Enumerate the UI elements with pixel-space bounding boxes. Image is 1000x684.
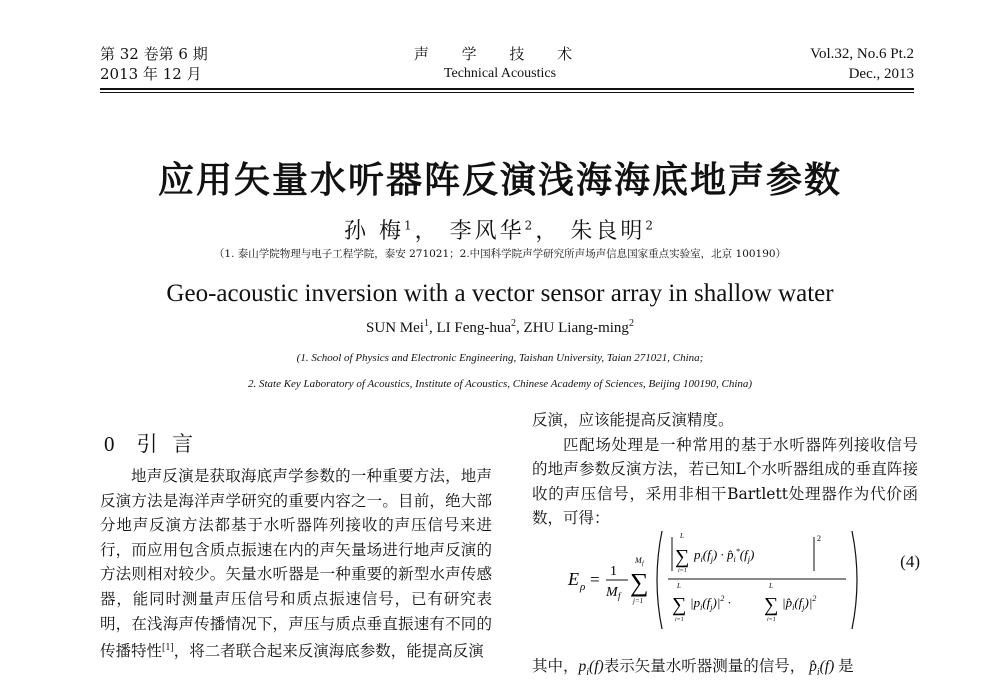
header-rule-thin: [100, 92, 914, 93]
author-cn-2: 李风华: [449, 219, 525, 244]
eq-outer-sum: ∑: [630, 568, 649, 597]
date-cn: 2013 年 12 月: [100, 65, 202, 83]
right-column: [532, 408, 918, 531]
header-rule-thick: [100, 88, 914, 90]
eq-num-sum-top: L: [680, 532, 684, 540]
eq-outer-sum-top: M: [635, 556, 642, 565]
section-title: 引 言: [136, 432, 198, 456]
eq-outer-sum-top-sub: f: [642, 561, 644, 567]
section-heading: [104, 428, 197, 458]
intro-text-a: 地声反演是获取海底声学参数的一种重要方法，地声反演方法是海洋声学研究的重要内容之一。目前，绝大部分地声反演方法都基于水听器阵列接收的声压信号来进行，而应用包含质点振速在内的声矢量场进行地声反演的方法则相对较少。矢量水听器是一种重要的新型水声传感器，能同时测量声压信号和质点振速信号，已有研究表明，在浅海声传播情况下，声压与质点垂直振速有不同的传播特性: [100, 467, 492, 661]
eq-outer-sum-bot: j=1: [633, 597, 644, 605]
author-en-2: LI Feng-hua: [436, 320, 512, 336]
equation-number: (4): [900, 552, 920, 571]
left-column: [100, 464, 492, 664]
eq-num-sum: ∑: [675, 546, 690, 568]
author-cn-3: 朱良明: [570, 219, 646, 244]
volume-cn: 第 32 卷第 6 期: [100, 45, 208, 63]
eq-den-sum2-bot: i=1: [767, 617, 776, 623]
continuation-line: 反演，应该能提高反演精度。: [532, 411, 734, 429]
author-en-3-affil: 2: [628, 318, 634, 329]
eq-equals: =: [590, 570, 600, 589]
eq-den-term2: $|p̂_i(f_j)|^2$: [782, 594, 817, 612]
eq-num-square: 2: [817, 534, 821, 543]
mfp-paragraph: 匹配场处理是一种常用的基于水听器阵列接收信号的地声参数反演方法，若已知L个水听器组成的垂直阵接收的声压信号，采用非相干Bartlett处理器作为代价函数，可得：: [532, 435, 918, 528]
authors-en: [0, 318, 1000, 337]
bottom-text-b: 表示矢量水听器测量的信号，: [603, 657, 806, 675]
eq-frac-den: M: [606, 585, 618, 600]
author-sep: ,: [428, 320, 437, 336]
author-sep: ，: [414, 219, 440, 244]
bottom-text-c: 是: [838, 657, 854, 675]
eq-lhs-sub: ρ: [580, 581, 586, 593]
eq-frac-num: 1: [610, 564, 617, 579]
eq-den-sum2-top: L: [769, 582, 773, 590]
author-cn-2-affil: 2: [524, 218, 536, 233]
intro-text-b: ，将二者联合起来反演海底参数，能提高反演: [173, 642, 484, 661]
eq-den-sum1-bot: i=1: [675, 617, 684, 623]
author-en-2-affil: 2: [511, 318, 517, 329]
eq-num-sum-bot: i=1: [678, 568, 687, 574]
journal-name-cn: 声 学 技 术: [413, 45, 587, 63]
eq-den-sum2: ∑: [764, 594, 779, 616]
equation-4: [534, 525, 920, 635]
author-sep: ,: [516, 320, 524, 336]
eq-den-term1: $|p_i(f_j)|^2$ ·: [690, 594, 731, 612]
section-number: 0: [104, 432, 119, 456]
author-en-1-affil: 1: [423, 318, 429, 329]
eq-left-paren: [657, 531, 662, 629]
author-cn-1-affil: 1: [404, 218, 415, 233]
author-en-3: ZHU Liang-ming: [523, 320, 629, 336]
eq-right-paren: [852, 531, 857, 629]
citation-ref[interactable]: [1]: [162, 642, 174, 654]
symbol-p-i: $p_i(f)$: [578, 658, 604, 679]
author-sep: ，: [535, 219, 561, 244]
journal-name-en: Technical Acoustics: [443, 66, 557, 81]
eq-den-sum1: ∑: [672, 594, 687, 616]
eq-lhs: E: [568, 569, 579, 589]
eq-frac-den-sub: f: [618, 591, 621, 601]
paper-title-cn: 应用矢量水听器阵反演浅海海底地声参数: [157, 160, 842, 201]
affiliation-en-2: 2. State Key Laboratory of Acoustics, Institute of Acoustics, Chinese Academy of Sciences, Beijing 100190, China): [247, 378, 753, 390]
volume-en: Vol.32, No.6 Pt.2: [810, 46, 914, 62]
author-en-1: SUN Mei: [366, 320, 424, 336]
affiliation-en-1: (1. School of Physics and Electronic Engineering, Taishan University, Taian 271021, China;: [296, 352, 704, 364]
paper-title-en: Geo-acoustic inversion with a vector sensor array in shallow water: [166, 280, 834, 307]
affiliations-cn: （1. 泰山学院物理与电子工程学院，泰安 271021；2.中国科学院声学研究所声场声信息国家重点实验室，北京 100190）: [213, 248, 787, 260]
bottom-text-a: 其中，: [532, 657, 579, 675]
date-en: Dec., 2013: [848, 66, 914, 82]
author-cn-1: 孙 梅: [344, 219, 404, 244]
authors-cn: [0, 214, 1000, 245]
right-column-bottom-line: [532, 654, 932, 678]
intro-paragraph: [100, 464, 492, 664]
symbol-p-hat-i: $p̂_i(f)$: [805, 658, 839, 679]
eq-num-term: $p_i(f_j)$ · $p̂_i^*(f_j)$: [694, 547, 755, 564]
header-right: [810, 44, 914, 84]
eq-den-sum1-top: L: [677, 582, 681, 590]
author-cn-3-affil: 2: [645, 218, 656, 233]
